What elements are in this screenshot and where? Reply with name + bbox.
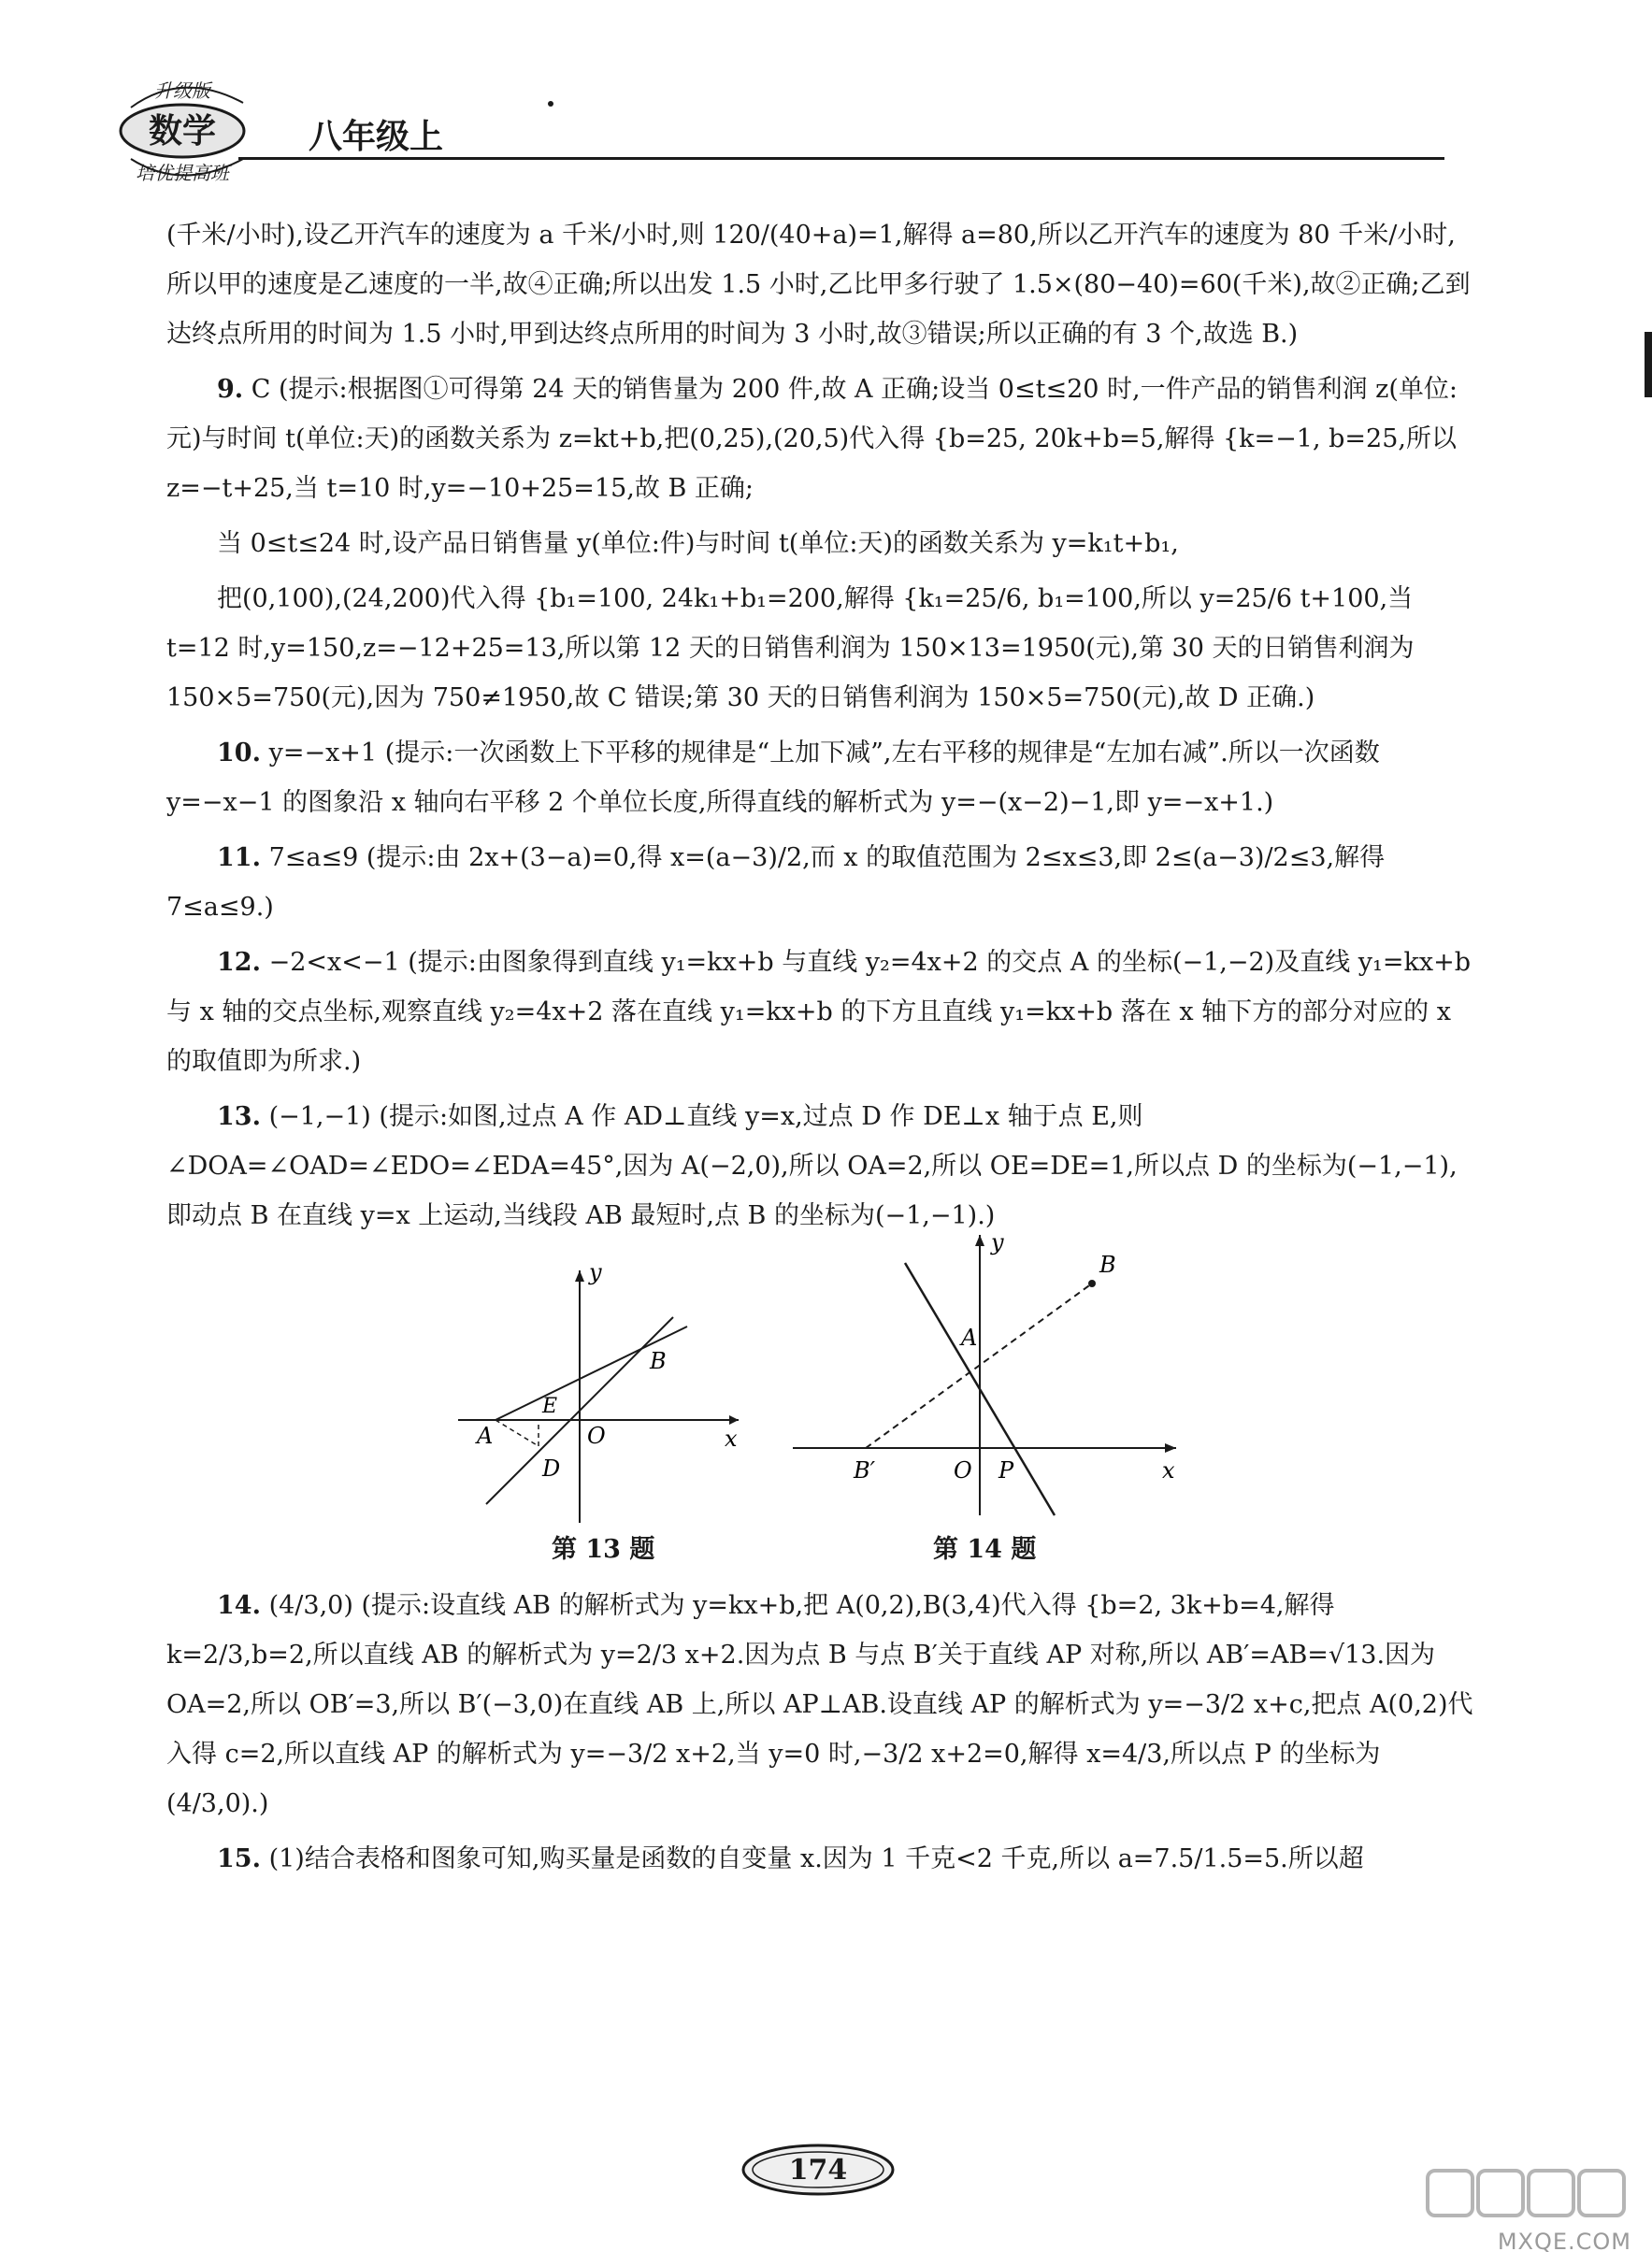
fig13-label-D: D — [542, 1456, 561, 1482]
logo-emblem-icon — [112, 65, 262, 196]
fig13-label-O: O — [587, 1423, 606, 1449]
answer-item-14 — [166, 1581, 1475, 1829]
item-body: −2<x<−1 (提示:由图象得到直线 y₁=kx+b 与直线 y₂=4x+2 的交点 A 的坐标(−1,−2)及直线 y₁=kx+b 与 x 轴的交点坐标,观察直线 y₂=4x+2 落在直线 y₁=kx+b 的下方且直线 y₁=kx+b 落在 x 轴下方的部分对应的 x 的取值即为所求.) — [166, 948, 1479, 1076]
fig13-label-y: y — [589, 1259, 602, 1285]
header-dot — [548, 101, 553, 107]
item-body: 把(0,100),(24,200)代入得 {b₁=100, 24k₁+b₁=200,解得 {k₁=25/6, b₁=100,所以 y=25/6 t+100,当 t=12 时,y=150,z=−12+25=13,所以第 12 天的日销售利润为 150×13=1950(元),第 30 天的日销售利润为 150×5=750(元),因为 750≠1950,故 C 错误;第 30 天的日销售利润为 150×5=750(元),故 D 正确.) — [166, 584, 1423, 712]
item-body: (−1,−1) (提示:如图,过点 A 作 AD⊥直线 y=x,过点 D 作 DE⊥x 轴于点 E,则∠DOA=∠OAD=∠EDO=∠EDA=45°,因为 A(−2,0),所以 OA=2,所以 OE=DE=1,所以点 D 的坐标为(−1,−1),即动点 B 在直线 y=x 上运动,当线段 AB 最短时,点 B 的坐标为(−1,−1).) — [166, 1102, 1458, 1230]
item-body: 7≤a≤9 (提示:由 2x+(3−a)=0,得 x=(a−3)/2,而 x 的取值范围为 2≤x≤3,即 2≤(a−3)/2≤3,解得 7≤a≤9.) — [166, 843, 1393, 922]
answer-item-13 — [166, 1092, 1475, 1241]
figure-14-diagram — [783, 1226, 1195, 1525]
answer-item-9-part2 — [166, 519, 1475, 568]
header-rule — [238, 157, 1444, 160]
page-number: 174 — [788, 2154, 848, 2187]
item-body: (4/3,0) (提示:设直线 AB 的解析式为 y=kx+b,把 A(0,2),B(3,4)代入得 {b=2, 3k+b=4,解得 k=2/3,b=2,所以直线 AB 的解析式为 y=2/3 x+2.因为点 B 与点 B′关于直线 AP 对称,所以 AB′=AB=√13.因为 OA=2,所以 OB′=3,所以 B′(−3,0)在直线 AB 上,所以 AP⊥AB.设直线 AP 的解析式为 y=−3/2 x+c,把点 A(0,2)代入得 c=2,所以直线 AP 的解析式为 y=−3/2 x+2,当 y=0 时,−3/2 x+2=0,解得 x=4/3,所以点 P 的坐标为(4/3,0).) — [166, 1591, 1473, 1818]
fig14-label-x: x — [1162, 1457, 1175, 1484]
answer-item-11 — [166, 833, 1475, 932]
margin-tab-mark — [1645, 332, 1652, 397]
fig14-label-O: O — [954, 1457, 972, 1484]
answer-item-10 — [166, 728, 1475, 827]
continuation-paragraph: (千米/小时),设乙开汽车的速度为 a 千米/小时,则 120/(40+a)=1,解得 a=80,所以乙开汽车的速度为 80 千米/小时,所以甲的速度是乙速度的一半,故④正确;所以出发 1.5 小时,乙比甲多行驶了 1.5×(80−40)=60(千米),故②正确;乙到达终点所用的时间为 1.5 小时,甲到达终点所用的时间为 3 小时,故③错误;所以正确的有 3 个,故选 B.) — [166, 221, 1471, 349]
answer-item-9 — [166, 365, 1475, 513]
item-body: y=−x+1 (提示:一次函数上下平移的规律是“上加下减”,左右平移的规律是“左加右减”.所以一次函数 y=−x−1 的图象沿 x 轴向右平移 2 个单位长度,所得直线的解析式为 y=−(x−2)−1,即 y=−x+1.) — [166, 739, 1388, 817]
fig14-label-B: B — [1099, 1252, 1116, 1278]
logo-bottom-text: 培优提高班 — [136, 162, 229, 184]
fig13-label-A: A — [477, 1423, 494, 1449]
item-number: 15. — [217, 1844, 261, 1873]
fig14-label-A: A — [961, 1325, 978, 1351]
item-number: 9. — [217, 375, 244, 404]
fig13-label-B: B — [650, 1348, 667, 1374]
fig13-label-E: E — [542, 1395, 558, 1418]
logo-top-text: 升级版 — [154, 79, 210, 102]
book-logo — [112, 65, 262, 196]
item-number: 11. — [217, 843, 261, 872]
item-body: C (提示:根据图①可得第 24 天的销售量为 200 件,故 A 正确;设当 0≤t≤20 时,一件产品的销售利润 z(单位:元)与时间 t(单位:天)的函数关系为 z=kt+b,把(0,25),(20,5)代入得 {b=25, 20k+b=5,解得 {k=−1, b=25,所以 z=−t+25,当 t=10 时,y=−10+25=15,故 B 正确; — [166, 375, 1465, 503]
item-body: 当 0≤t≤24 时,设产品日销售量 y(单位:件)与时间 t(单位:天)的函数关系为 y=k₁t+b₁, — [217, 529, 1179, 558]
figure-13-diagram — [458, 1252, 757, 1523]
page-number-badge — [739, 2141, 898, 2199]
item-number: 12. — [217, 948, 261, 977]
fig13-label-x: x — [725, 1426, 738, 1452]
fig14-label-y: y — [991, 1229, 1004, 1255]
item-body: (1)结合表格和图象可知,购买量是函数的自变量 x.因为 1 千克<2 千克,所以 a=7.5/1.5=5.所以超 — [268, 1844, 1364, 1873]
fig14-label-P: P — [998, 1457, 1014, 1484]
logo-main-text: 数学 — [148, 111, 217, 151]
figure-13-caption: 第 13 题 — [552, 1535, 655, 1564]
answer-item-12 — [166, 938, 1479, 1086]
watermark-url: MXQE.COM — [1497, 2229, 1631, 2255]
answer-item-9-part3 — [166, 574, 1475, 723]
answer-item-15 — [166, 1834, 1475, 1884]
fig14-label-Bprime: B′ — [854, 1457, 876, 1484]
item-number: 13. — [217, 1102, 261, 1131]
figure-14-caption: 第 14 题 — [933, 1535, 1037, 1564]
item-number: 14. — [217, 1591, 261, 1620]
figure-row — [166, 1229, 1475, 1564]
answer-content — [166, 210, 1479, 1889]
grade-title: 八年级上 — [309, 117, 444, 156]
item-number: 10. — [217, 739, 261, 767]
